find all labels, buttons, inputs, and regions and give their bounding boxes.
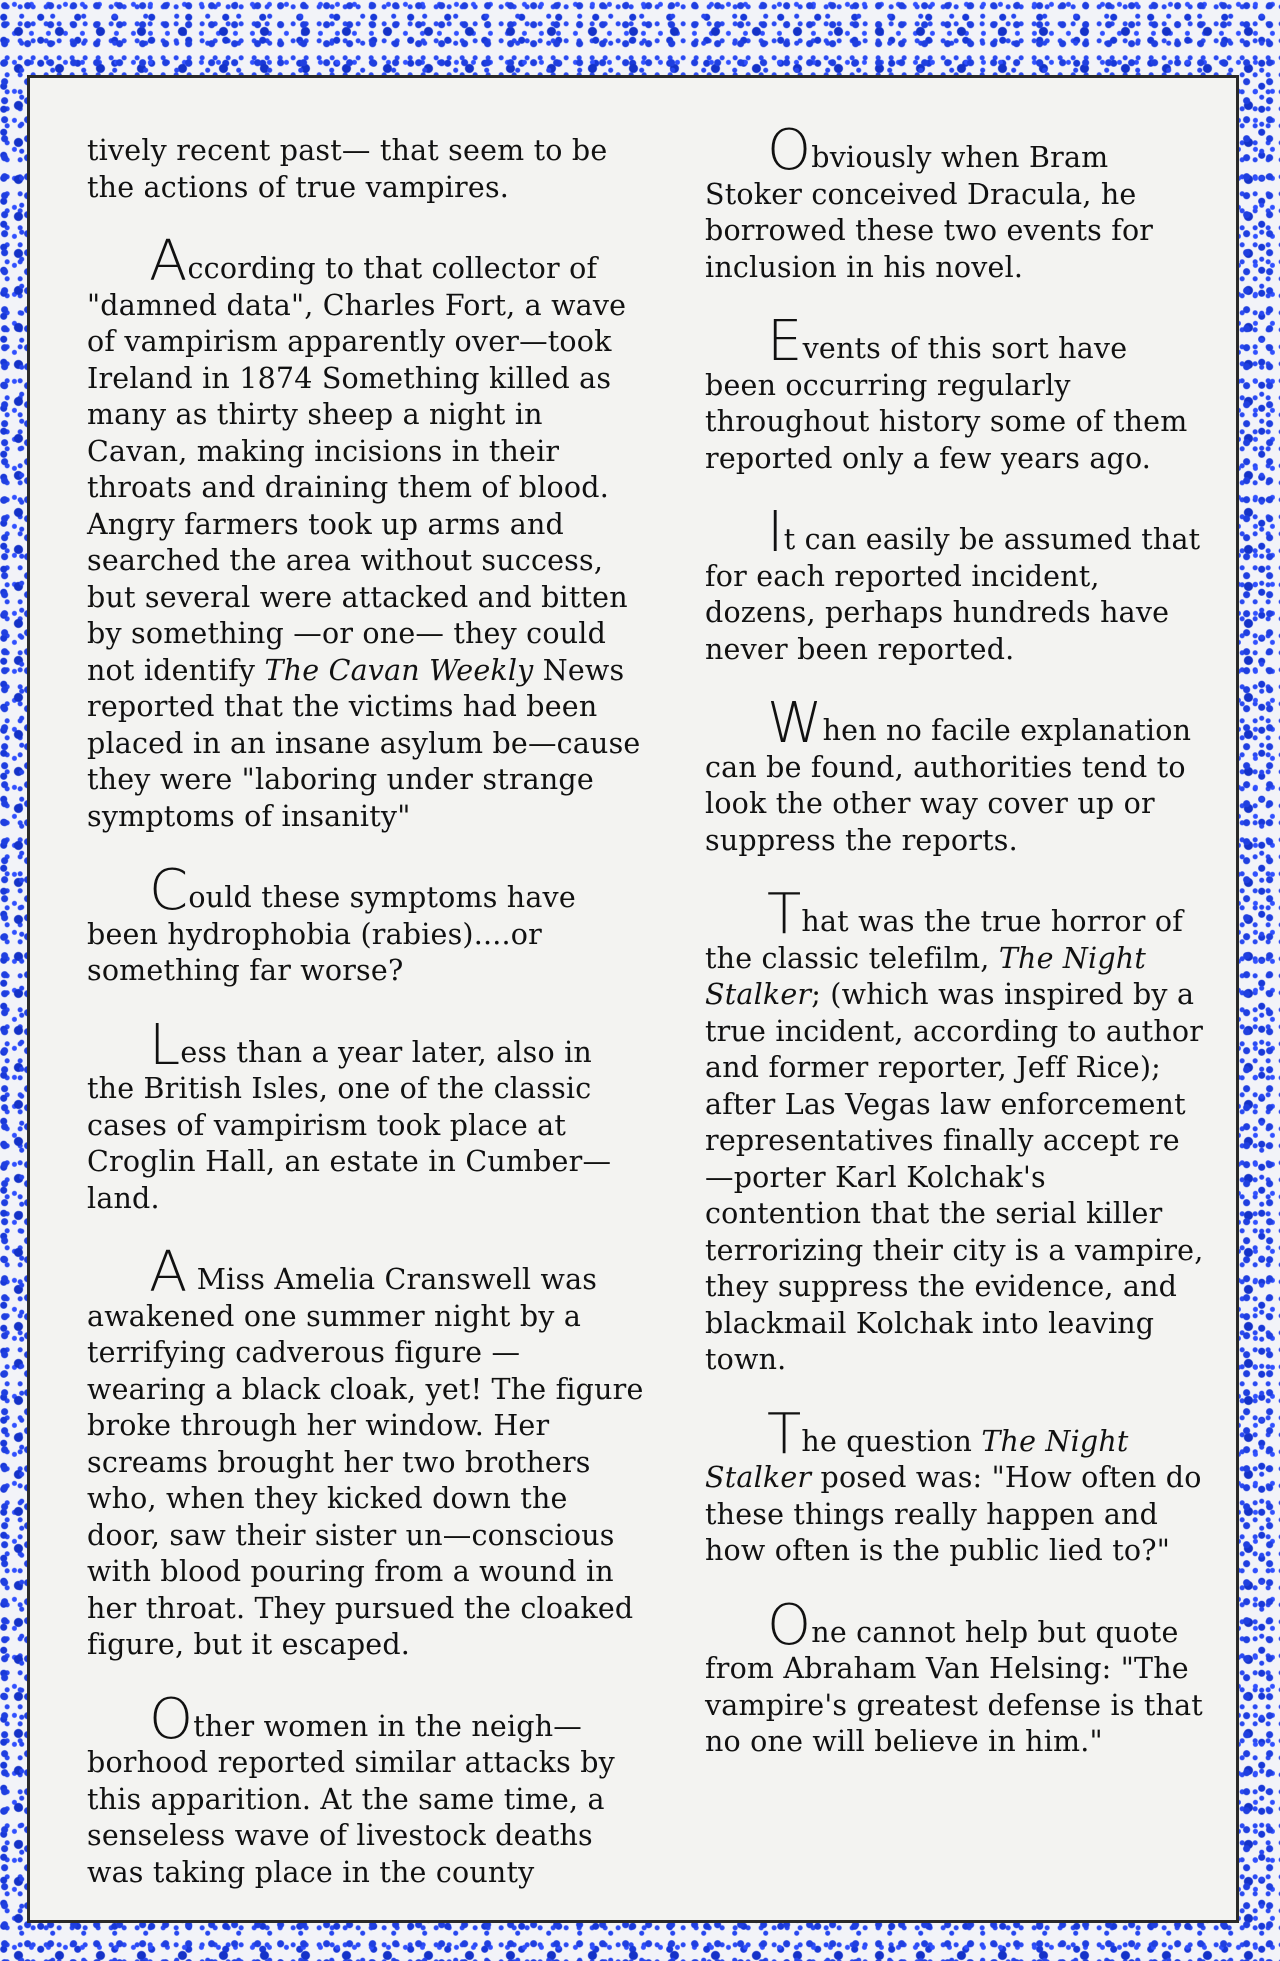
title-italic: The Night Stalker (705, 941, 1147, 1011)
paragraph-text: t can easily be assumed that for each reported incident, dozens, perhaps hundreds have never been reported. (705, 523, 1201, 666)
paragraph (87, 1686, 647, 1892)
drop-cap: T (767, 882, 802, 947)
drop-cap: E (767, 309, 803, 374)
drop-cap: C (149, 858, 189, 923)
paragraph-text: he question (801, 1424, 982, 1458)
right-column (705, 118, 1205, 1799)
paragraph-text: ne cannot help but quote from Abraham Van Helsing: "The vampire's greatest defense is that no one will believe in him." (705, 1615, 1203, 1758)
drop-cap: W (767, 691, 823, 756)
paragraph (87, 1012, 647, 1218)
drop-cap: I (767, 500, 784, 565)
article-page (27, 75, 1239, 1923)
drop-cap: A (149, 229, 188, 294)
paragraph (87, 133, 647, 206)
paragraph-text: vents of this sort have been occurring regularly throughout history some of them reported only a few years ago. (705, 332, 1188, 475)
drop-cap: T (767, 1401, 802, 1467)
paragraph (705, 118, 1205, 286)
paragraph-text: hat was the true horror of the classic telefilm, (705, 905, 1183, 975)
paragraph-text: Miss Amelia Cranswell was awakened one summer night by a terrifying cadverous figure — wearing a black cloak, yet! The figure broke through her window. Her screams brought her two brothers who, when they kicked down the door, saw their sister un—conscious with blood pouring from a wound in her throat. They pursued the cloaked figure, but it escaped. (87, 1263, 644, 1661)
drop-cap: O (767, 118, 812, 183)
paragraph-text: ould these symptoms have been hydrophobia (rabies)....or something far worse? (87, 881, 576, 987)
paragraph-text: ccording to that collector of "damned data", Charles Fort, a wave of vampirism apparently over—took Ireland in 1874 Something killed as many as thirty sheep a night in Cavan, making incisions in their throats and draining them of blood. Angry farmers took up arms and searched the area without success, but several were attacked and bitten by something —or one— they could not identify (87, 252, 628, 687)
paragraph-text: ; (which was inspired by a true incident, according to author and former reporter, Jeff Rice); after Las Vegas law enforcement representatives finally accept re—porter Karl Kolchak's contention that the serial killer terrorizing their city is a vampire, they suppress the evidence, and blackmail Kolchak into leaving town. (705, 978, 1204, 1376)
drop-cap: L (149, 1012, 181, 1078)
drop-cap: A (149, 1240, 188, 1305)
paragraph (87, 1240, 647, 1664)
paragraph (705, 1592, 1205, 1761)
drop-cap: O (149, 1686, 194, 1752)
paragraph (87, 229, 647, 835)
paragraph-text: ess than a year later, also in the British Isles, one of the classic cases of vampirism took place at Croglin Hall, an estate in Cumber—land. (87, 1035, 612, 1215)
paragraph-text: hen no facile explanation can be found, authorities tend to look the other way cover up or suppress the reports. (705, 714, 1192, 857)
paragraph-text: posed was: "How often do these things really happen and how often is the public lied to?" (705, 1461, 1202, 1567)
title-italic: The Cavan Weekly (264, 653, 534, 687)
paragraph (705, 691, 1205, 859)
paragraph-text: tively recent past— that seem to be the actions of true vampires. (87, 134, 608, 204)
paragraph-text: bviously when Bram Stoker conceived Dracula, he borrowed these two events for inclusion in his novel. (705, 141, 1154, 284)
paragraph-text: News reported that the victims had been placed in an insane asylum be—cause they were "laboring under strange symptoms of insanity" (87, 653, 641, 833)
left-column (87, 133, 647, 1929)
title-italic: The Night Stalker (705, 1424, 1129, 1494)
paragraph (705, 882, 1205, 1379)
paragraph (705, 309, 1205, 477)
paragraph (705, 500, 1205, 668)
paragraph (87, 858, 647, 990)
drop-cap: O (767, 1592, 812, 1658)
paragraph (705, 1401, 1205, 1570)
paragraph-text: ther women in the neigh—borhood reported similar attacks by this apparition. At the same time, a senseless wave of livestock deaths was taking place in the county (87, 1709, 615, 1889)
